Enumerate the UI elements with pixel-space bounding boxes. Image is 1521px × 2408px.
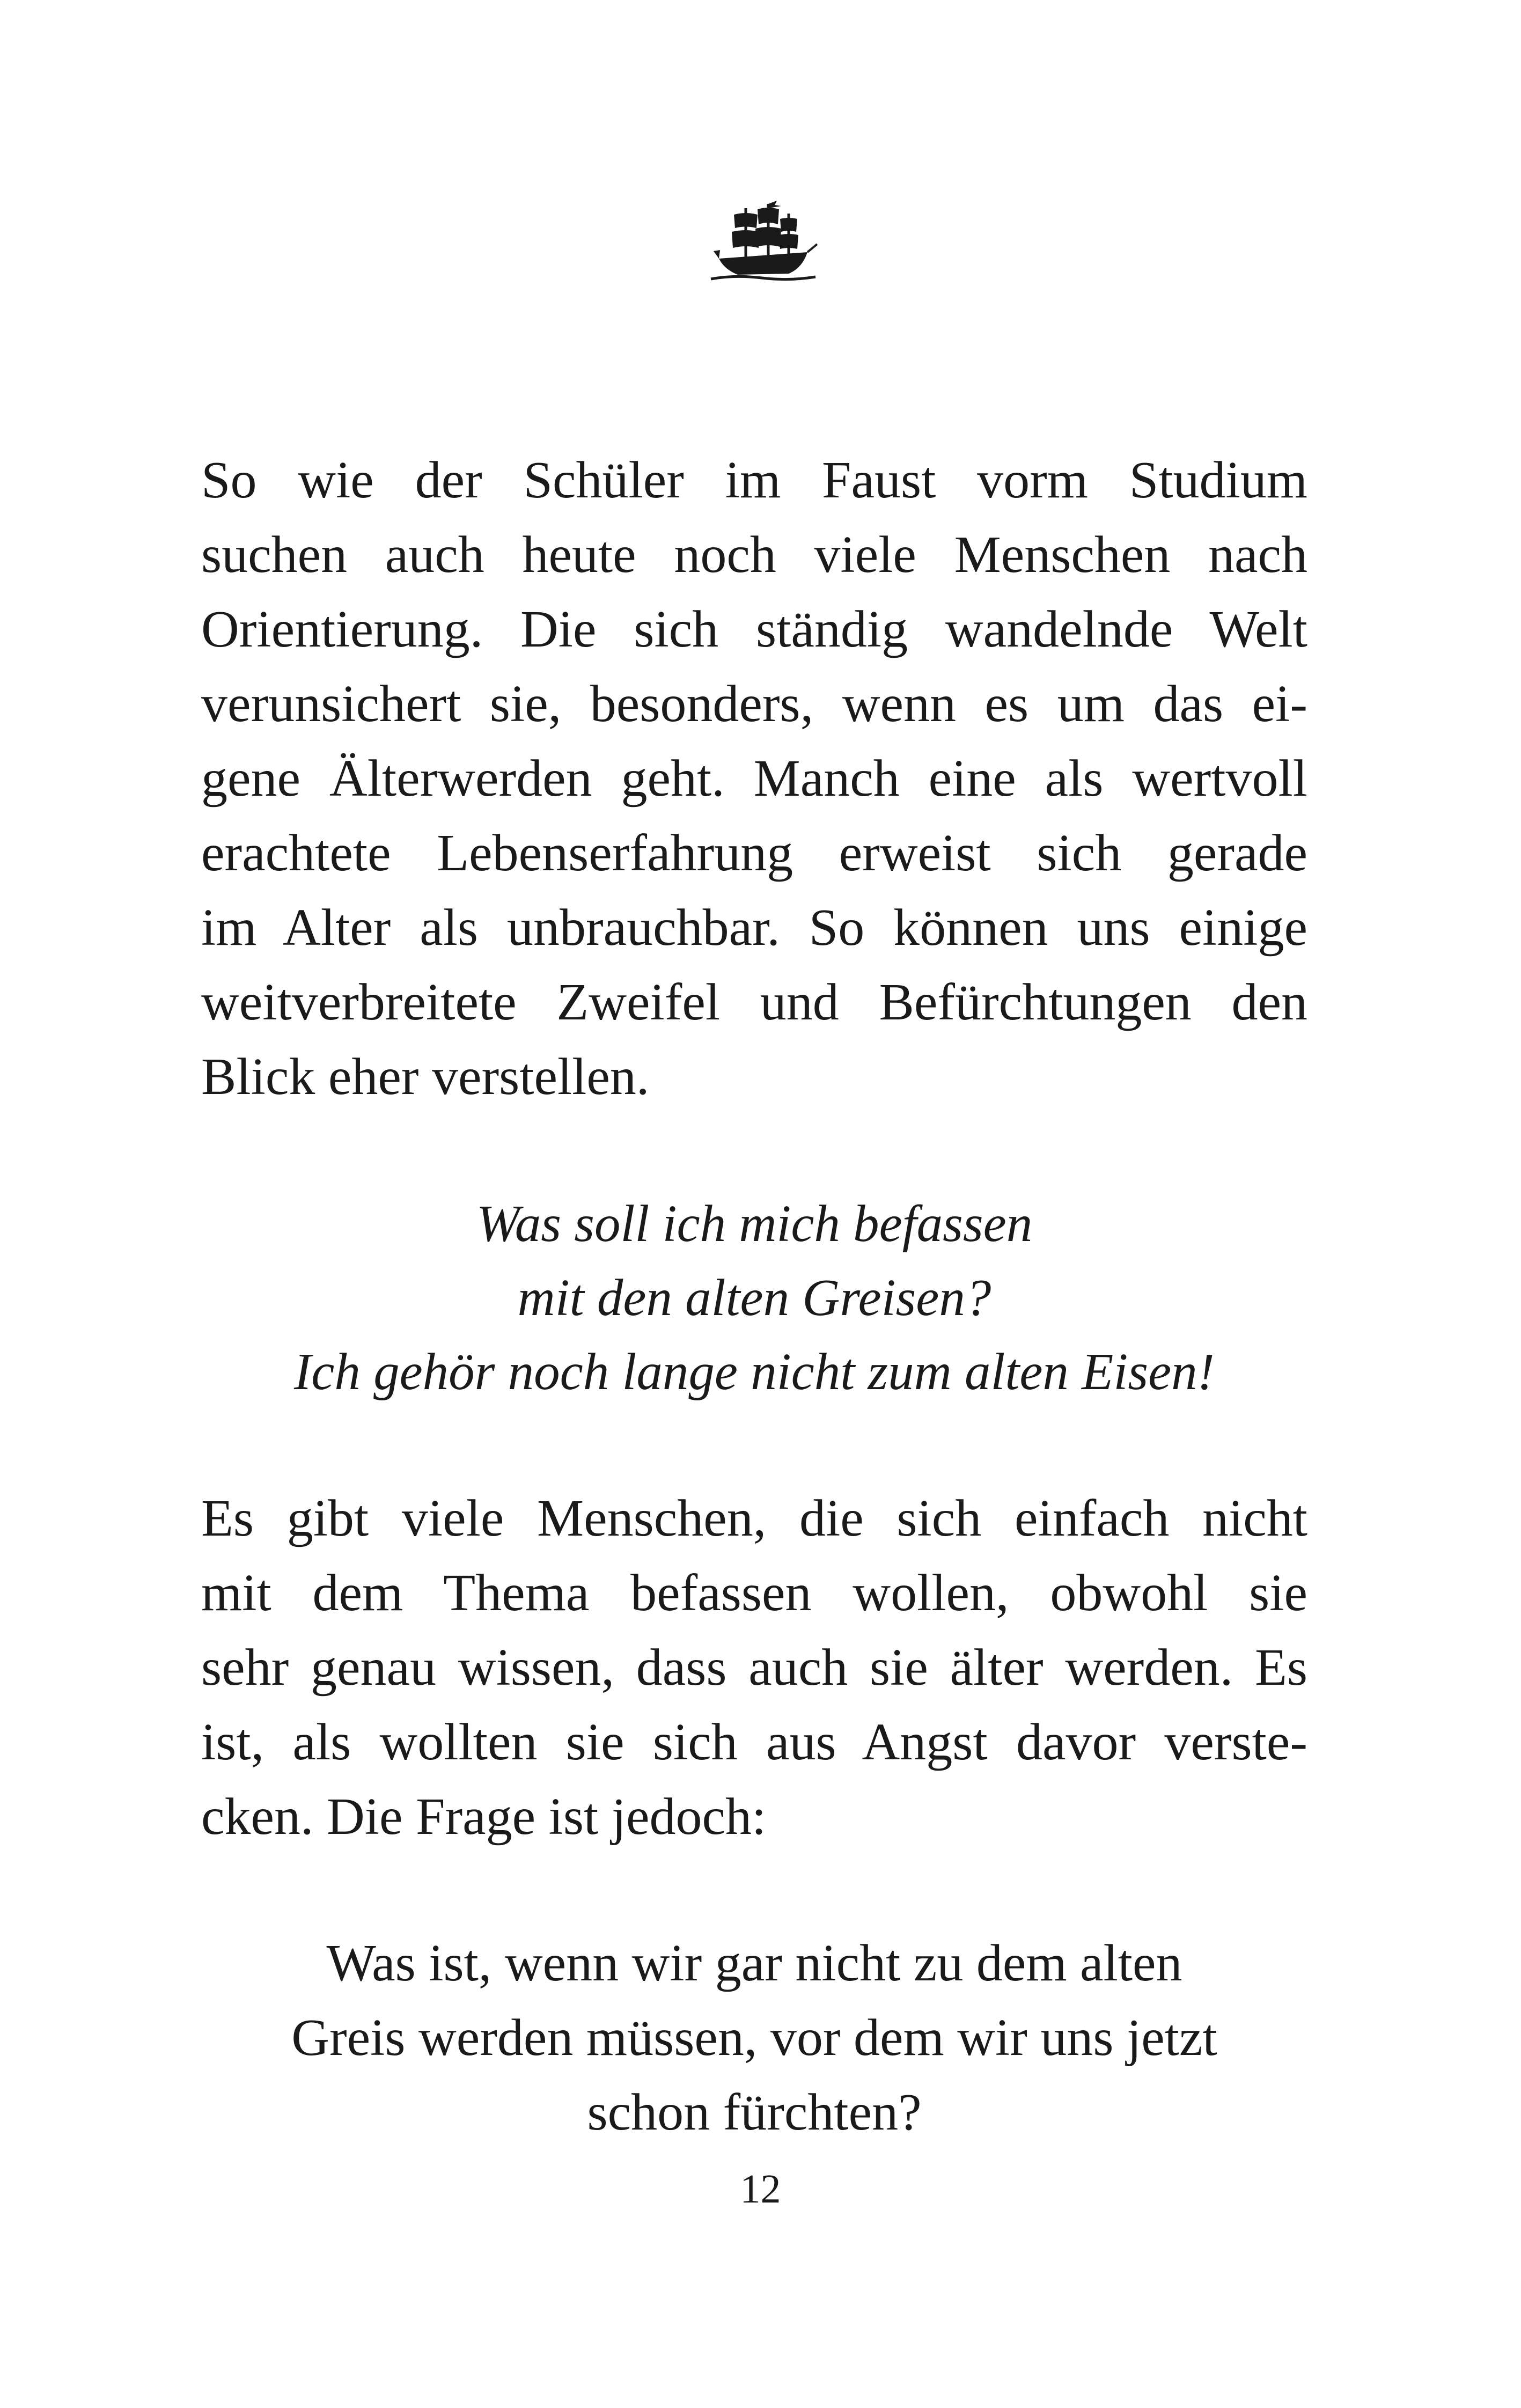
text-line: weitverbreitete Zweifel und Befürchtungen den [201,973,1307,1031]
text-line: mit dem Thema befassen wollen, obwohl sie [201,1564,1307,1622]
question-line: Was ist, wenn wir gar nicht zu dem alten [326,1934,1182,1992]
text-line: Es gibt viele Menschen, die sich einfach nicht [201,1489,1307,1547]
text-line: suchen auch heute noch viele Menschen nach [201,526,1307,584]
sailing-ship-icon [708,199,818,287]
verse-line: Was soll ich mich befassen [476,1195,1033,1252]
paragraph-body [201,1481,1307,1854]
page-number: 12 [740,2167,781,2212]
text-line: cken. Die Frage ist jedoch: [201,1788,767,1846]
question-line: Greis werden müssen, vor dem wir uns jetzt [291,2009,1217,2067]
text-line: Orientierung. Die sich ständig wandelnde Welt [201,600,1307,658]
question-line: schon fürchten? [587,2083,922,2141]
text-line: ist, als wollten sie sich aus Angst davor verste- [201,1713,1307,1771]
text-line: gene Älterwerden geht. Manch eine als wertvoll [201,750,1307,807]
text-line: verunsichert sie, besonders, wenn es um das ei- [201,675,1307,733]
question-block [201,1926,1307,2150]
paragraph-intro [201,443,1307,1114]
verse-line: mit den alten Greisen? [517,1269,991,1326]
text-line: im Alter als unbrauchbar. So können uns einige [201,899,1307,957]
text-line: sehr genau wissen, dass auch sie älter werden. Es [201,1639,1307,1697]
verse-quote [201,1187,1307,1409]
verse-line: Ich gehör noch lange nicht zum alten Eisen! [294,1343,1215,1400]
text-line: So wie der Schüler im Faust vorm Studium [201,451,1307,509]
text-line: Blick eher verstellen. [201,1048,650,1106]
text-line: erachtete Lebenserfahrung erweist sich gerade [201,824,1307,882]
